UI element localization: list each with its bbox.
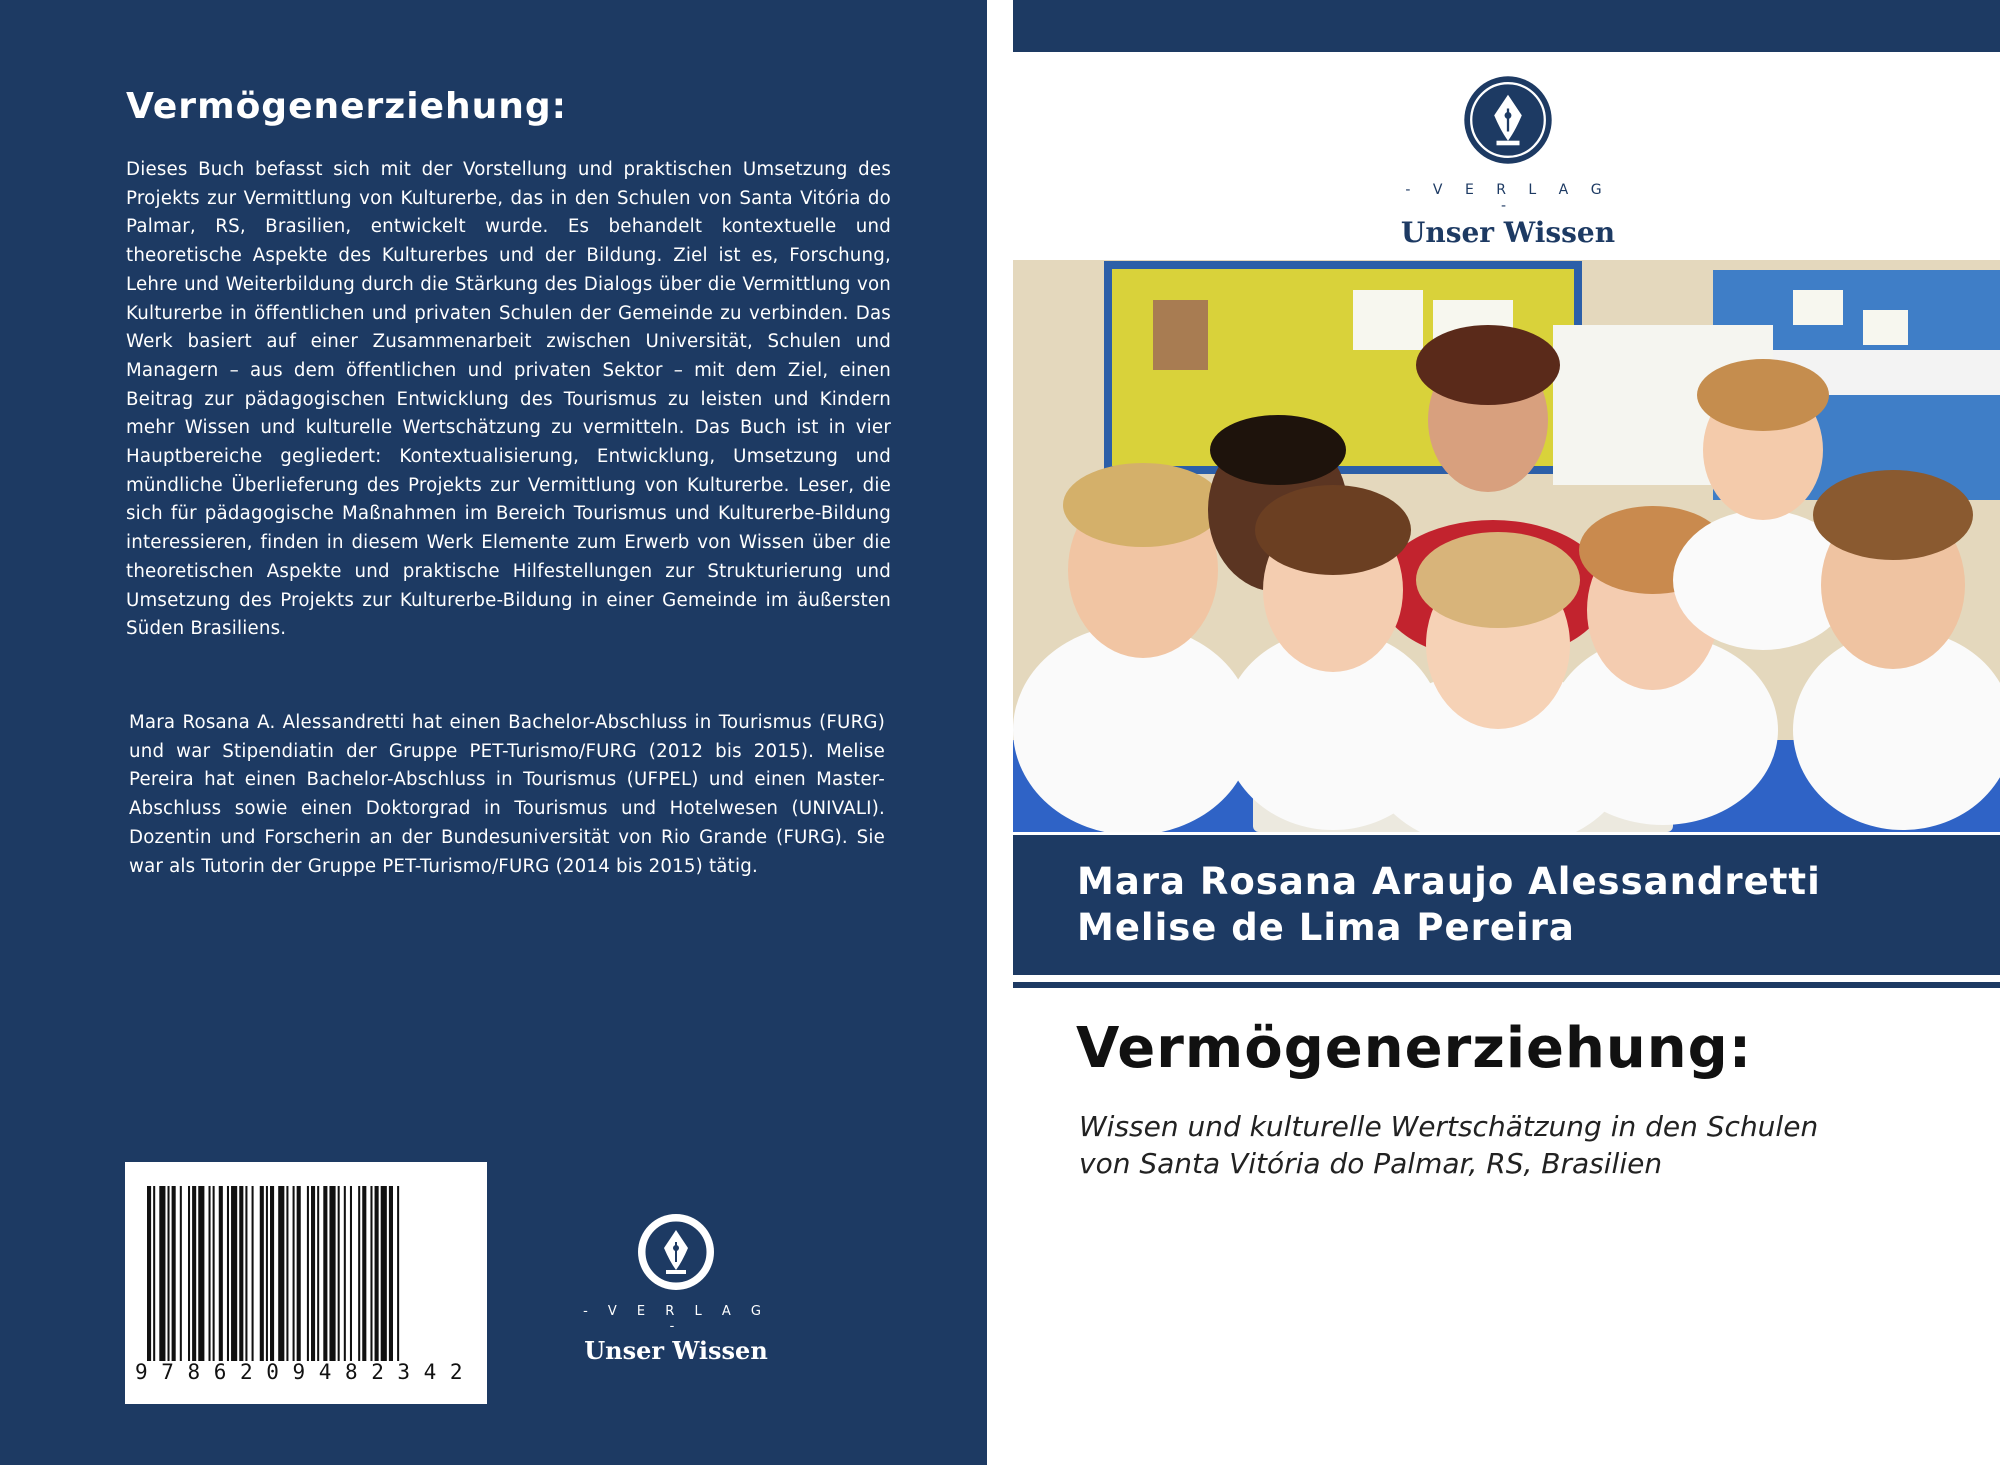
classroom-photo-illustration xyxy=(1013,260,2000,832)
back-publisher-logo xyxy=(583,1212,769,1365)
front-verlag-label: - V E R L A G - xyxy=(1405,182,1611,214)
barcode-bar xyxy=(329,1186,335,1361)
barcode-bar xyxy=(188,1186,190,1361)
barcode-bar xyxy=(252,1186,254,1361)
barcode-bar xyxy=(266,1186,268,1361)
barcode-bar xyxy=(159,1186,165,1361)
book-subtitle xyxy=(1079,1108,1939,1182)
barcode-bar xyxy=(231,1186,237,1361)
barcode-bar xyxy=(153,1186,155,1361)
barcode-bar xyxy=(381,1186,387,1361)
front-publisher-logo xyxy=(1393,74,1623,249)
barcode-bar xyxy=(389,1186,393,1361)
barcode-bar xyxy=(192,1186,196,1361)
book-title: Vermögenerziehung: xyxy=(1076,1016,1753,1081)
barcode-bar xyxy=(311,1186,315,1361)
barcode-bar xyxy=(209,1186,211,1361)
book-subtitle-line-1: Wissen und kulturelle Wertschätzung in den Schulen xyxy=(1079,1110,1819,1143)
barcode-bar xyxy=(147,1186,151,1361)
barcode-bar xyxy=(227,1186,229,1361)
barcode-bar xyxy=(213,1186,215,1361)
barcode-bar xyxy=(307,1186,309,1361)
front-cover xyxy=(1013,0,2000,1465)
fountain-pen-nib-icon xyxy=(636,1212,716,1292)
isbn-barcode xyxy=(125,1162,487,1404)
barcode-icon xyxy=(147,1186,467,1364)
back-cover xyxy=(0,0,987,1465)
front-publisher-name: Unser Wissen xyxy=(1400,216,1616,249)
barcode-bar xyxy=(198,1186,204,1361)
back-cover-title: Vermögenerziehung: xyxy=(126,86,568,127)
barcode-bar xyxy=(180,1186,182,1361)
barcode-bar xyxy=(172,1186,176,1361)
barcode-bar xyxy=(358,1186,360,1361)
barcode-bar xyxy=(286,1186,288,1361)
fountain-pen-nib-icon xyxy=(1462,74,1554,166)
back-cover-description: Dieses Buch befasst sich mit der Vorstellung und praktischen Umsetzung des Projekts zur Vermittlung von Kulturerbe, das in den Schulen von Santa Vitória do Palmar, RS, Brasilien, entwickelt wurde. Es behandelt kontextuelle und theoretische Aspekte des Kulturerbes und der Bildung. Ziel ist es, Forschung, Lehre und Weiterbildung durch die Stärkung des Dialogs über die Vermittlung von Kulturerbe in öffentlichen und privaten Schulen der Gemeinde zu verbinden. Das Werk basiert auf einer Zusammenarbeit zwischen Universität, Schulen und Managern – aus dem öffentlichen und privaten Sektor – mit dem Ziel, einen Beitrag zur pädagogischen Entwicklung des Tourismus zu leisten und Kindern mehr Wissen und kulturelle Wertschätzung zu vermitteln. Das Buch ist in vier Hauptbereiche gegliedert: Kontextualisierung, Entwicklung, Umsetzung und mündliche Überlieferung des Projekts zur Vermittlung von Kulturerbe. Leser, die sich für pädagogische Maßnahmen im Bereich Tourismus und Kulturerbe-Bildung interessieren, finden in diesem Werk Elemente zum Erwerb von Wissen über die theoretischen Aspekte und praktische Hilfestellungen zur Strukturierung und Umsetzung des Projekts zur Kulturerbe-Bildung in einer Gemeinde im äußersten Süden Brasiliens. xyxy=(126,159,891,640)
back-verlag-label: - V E R L A G - xyxy=(583,1304,769,1334)
barcode-bar xyxy=(293,1186,295,1361)
barcode-bar xyxy=(278,1186,284,1361)
barcode-bar xyxy=(239,1186,243,1361)
barcode-bar xyxy=(297,1186,301,1361)
barcode-bar xyxy=(370,1186,372,1361)
barcode-bar xyxy=(270,1186,274,1361)
barcode-bar xyxy=(338,1186,340,1361)
barcode-bar xyxy=(362,1186,366,1361)
barcode-bar xyxy=(344,1186,346,1361)
barcode-bar xyxy=(219,1186,223,1361)
classroom-children-photo xyxy=(1013,260,2000,832)
barcode-bar xyxy=(323,1186,327,1361)
book-subtitle-line-2: von Santa Vitória do Palmar, RS, Brasilien xyxy=(1079,1147,1663,1180)
divider-rule xyxy=(1013,982,2000,988)
barcode-bar xyxy=(375,1186,379,1361)
author-name-2: Melise de Lima Pereira xyxy=(1077,906,1575,949)
authors-band xyxy=(1013,835,2000,975)
barcode-digits: 9786209482342 xyxy=(135,1360,477,1384)
barcode-bar xyxy=(317,1186,319,1361)
barcode-bar xyxy=(245,1186,247,1361)
author-name-1: Mara Rosana Araujo Alessandretti xyxy=(1077,860,1821,903)
front-top-bar xyxy=(1013,0,2000,52)
barcode-bar xyxy=(168,1186,170,1361)
barcode-bar xyxy=(397,1186,399,1361)
author-bio: Mara Rosana A. Alessandretti hat einen Bachelor-Abschluss in Tourismus (FURG) und war Stipendiatin der Gruppe PET-Turismo/FURG (2012 bis 2015). Melise Pereira hat einen Bachelor-Abschluss in Tourismus (UFPEL) und einen Master-Abschluss sowie einen Doktorgrad in Tourismus und Hotelwesen (UNIVALI). Dozentin und Forscherin an der Bundesuniversität von Rio Grande (FURG). Sie war als Tutorin der Gruppe PET-Turismo/FURG (2014 bis 2015) tätig. xyxy=(129,712,885,877)
barcode-bar xyxy=(260,1186,264,1361)
back-publisher-name: Unser Wissen xyxy=(584,1336,768,1365)
barcode-bar xyxy=(350,1186,352,1361)
